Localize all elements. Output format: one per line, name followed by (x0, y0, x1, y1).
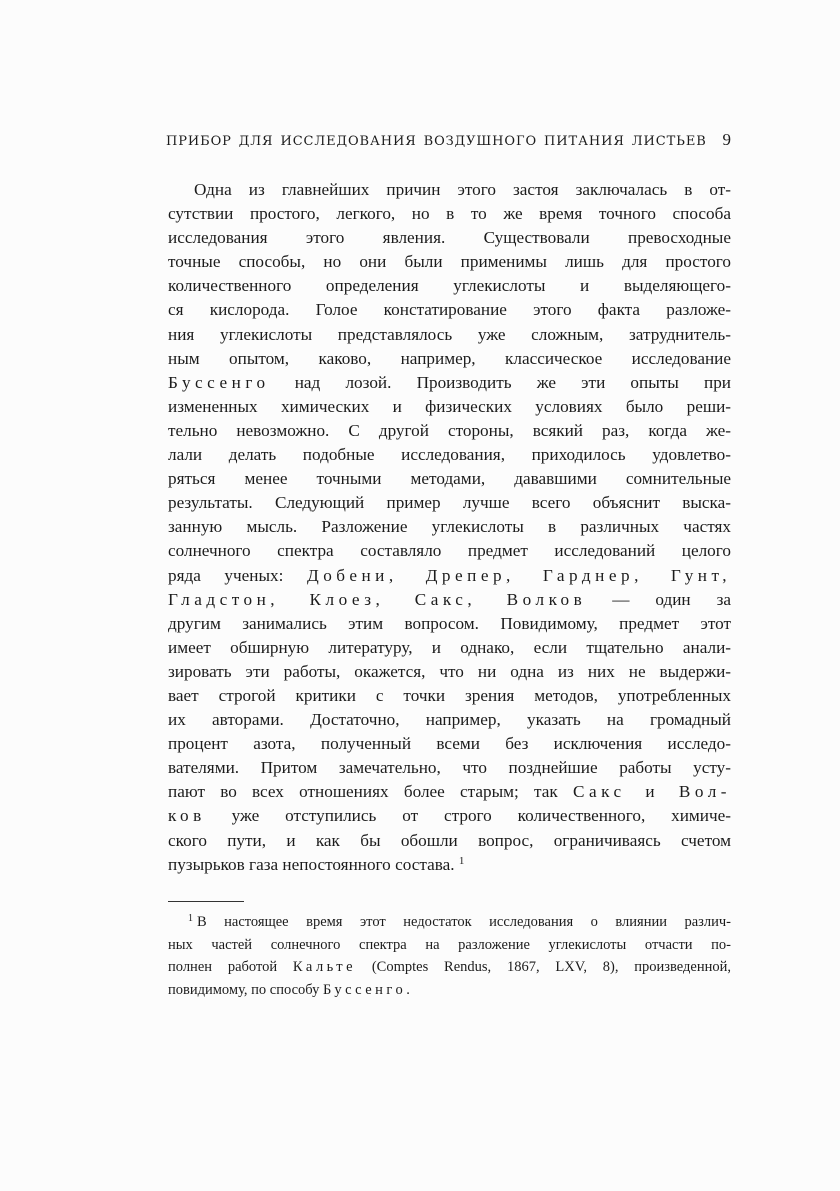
text-line: сутствии простого, легкого, но в то же время точного способа (168, 204, 731, 224)
text-line: ков уже отступились от строго количественного, химиче- (168, 806, 731, 826)
text-line: солнечного спектра составляло предмет исследований целого (168, 541, 731, 561)
text-line: их авторами. Достаточно, например, указать на громадный (168, 710, 731, 730)
text-line: ния углекислоты представлялось уже сложным, затруднитель- (168, 324, 731, 344)
footnote-line: $^1$ В настоящее время этот недостаток исследования о влиянии различ- (188, 913, 731, 930)
running-head-title: ПРИБОР ДЛЯ ИССЛЕДОВАНИЯ ВОЗДУШНОГО ПИТАНИЯ ЛИСТЬЕВ (166, 134, 707, 149)
footnote-divider (168, 901, 244, 902)
text-line: ным опытом, каково, например, классическое исследование (168, 348, 731, 368)
text-line: зировать эти работы, окажется, что ни одна из них не выдержи- (168, 661, 731, 681)
footnote-line: повидимому, по способу Буссенго. (168, 981, 410, 998)
text-line: Буссенго над лозой. Производить же эти опыты при (168, 372, 731, 392)
footnote-reference: 1 (458, 854, 465, 867)
text-line: имеет обширную литературу, и однако, если тщательно анали- (168, 637, 731, 657)
footnote-line: полнен работой Кальте (Comptes Rendus, 1867, LXV, 8), произведенной, (168, 959, 731, 975)
text-line: вает строгой критики с точки зрения методов, употребленных (168, 685, 731, 705)
text-line: Одна из главнейших причин этого застоя заключалась в от- (194, 180, 731, 199)
text-line: измененных химических и физических условиях было реши- (168, 396, 731, 416)
spaced-name: Кальте (292, 959, 357, 975)
text-line: занную мысль. Разложение углекислоты в различных частях (168, 517, 731, 537)
text-line: процент азота, полученный всеми без исключения исследо- (168, 734, 731, 754)
text-line: ряда ученых: Добени, Дрепер, Гарднер, Гунт, (168, 565, 732, 585)
text-line: тельно невозможно. С другой стороны, всякий раз, когда же- (168, 420, 731, 440)
text-line: лали делать подобные исследования, приходилось удовлетво- (168, 445, 731, 465)
spaced-name: Гладстон, Клоез, Сакс, Волков (168, 589, 587, 609)
text-line: результаты. Следующий пример лучше всего объяснит выска- (168, 493, 731, 513)
page-number: 9 (722, 130, 731, 149)
text-line: количественного определения углекислоты и выделяющего- (168, 276, 731, 296)
text-line: пузырьков газа непостоянного состава. $^1$ (168, 854, 465, 874)
text-line: ряться менее точными методами, дававшими сомнительные (168, 469, 731, 489)
spaced-name: ков (168, 806, 206, 826)
text-line: Гладстон, Клоез, Сакс, Волков — один за (168, 589, 732, 609)
body-text (168, 178, 731, 877)
text-line: ся кислорода. Голое констатирование этого факта разложе- (168, 300, 731, 320)
running-head (166, 130, 731, 150)
text-line: точные способы, но они были применимы лишь для простого (168, 252, 731, 272)
spaced-name: Буссенго (322, 981, 407, 998)
text-line: исследования этого явления. Существовали превосходные (168, 228, 731, 248)
footnote-marker: 1 (188, 913, 193, 924)
footnote-line: ных частей солнечного спектра на разложение углекислоты отчасти по- (168, 936, 731, 953)
text-line: ского пути, и как бы обошли вопрос, ограничиваясь счетом (168, 830, 731, 850)
text-line: вателями. Притом замечательно, что позднейшие работы усту- (168, 758, 731, 778)
spaced-name: Добени, Дрепер, Гарднер, Гунт, (306, 565, 732, 585)
text-line: пают во всех отношениях более старым; так Сакс и Вол- (168, 782, 731, 802)
spaced-name: Буссенго (168, 372, 270, 392)
text-line: другим занимались этим вопросом. Повидимому, предмет этот (168, 613, 731, 633)
spaced-name: Сакс и Вол- (573, 782, 731, 802)
footnote (168, 911, 731, 1001)
